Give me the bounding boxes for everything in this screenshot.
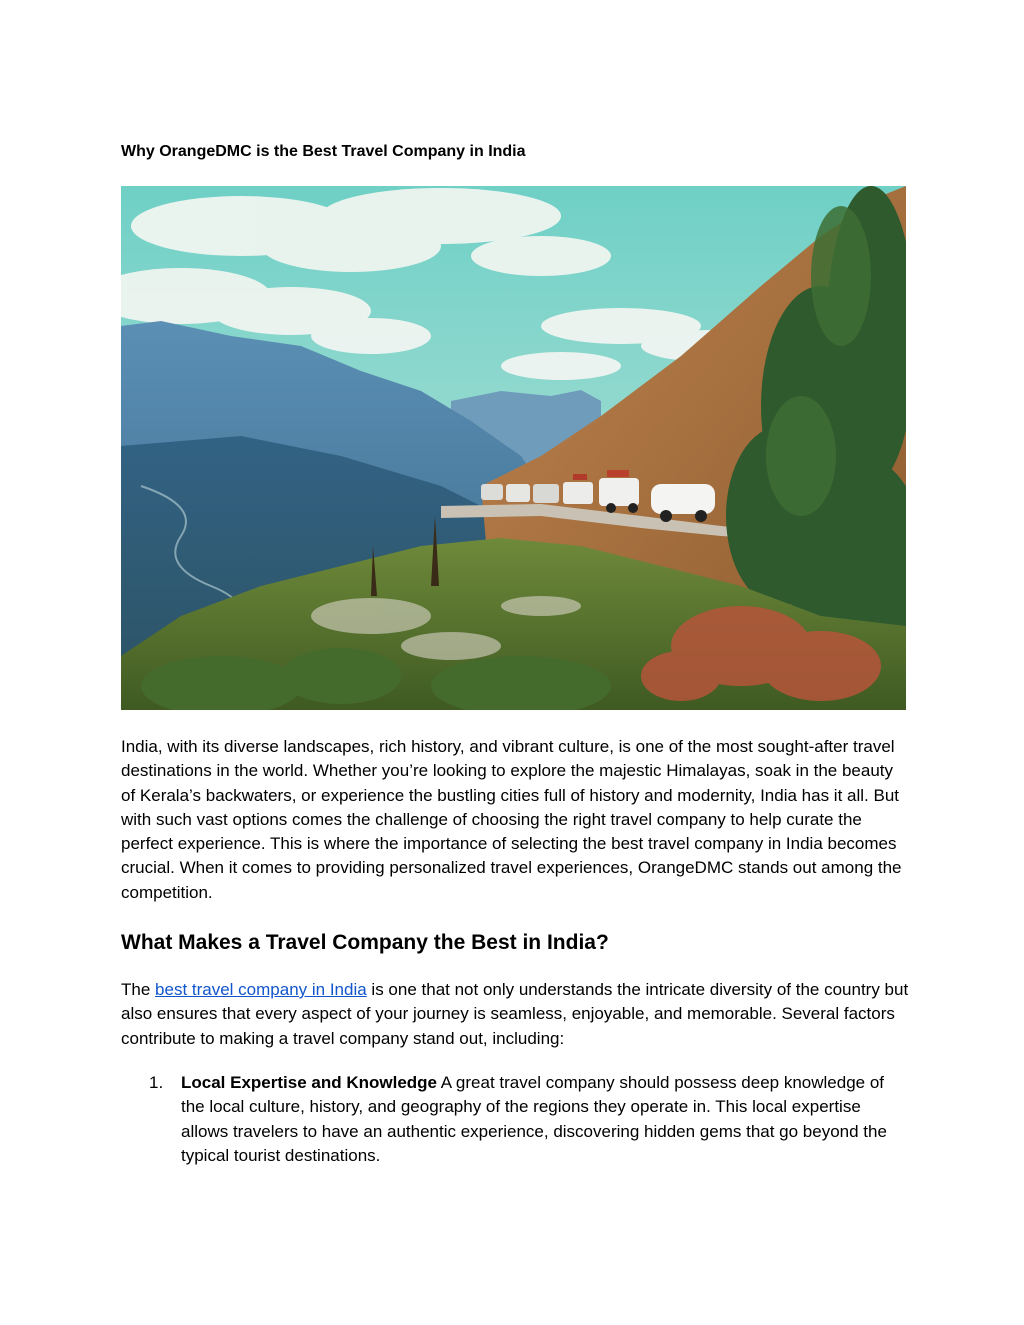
mountain-road-photo-illustration bbox=[121, 186, 906, 710]
document-title: Why OrangeDMC is the Best Travel Company in India bbox=[121, 143, 526, 160]
list-item-text: A great travel company should possess deep knowledge of the local culture, history, and geography of the regions they operate in. This local expertise allows travelers to have an authentic experience, discovering hidden gems that go beyond the typical tourist destinations. bbox=[181, 1073, 887, 1165]
hero-photo bbox=[121, 186, 906, 710]
section-paragraph-lead: The bbox=[121, 980, 156, 999]
best-travel-company-link[interactable]: best travel company in India bbox=[155, 980, 367, 999]
section-paragraph-rest: is one that not only understands the intricate diversity of the country but also ensures that every aspect of your journey is seamless, enjoyable, and memorable. Several factors contribute to making a travel company stand out, including: bbox=[121, 980, 909, 1048]
section-paragraph bbox=[121, 978, 911, 1051]
intro-paragraph: India, with its diverse landscapes, rich history, and vibrant culture, is one of the most sought-after travel destinations in the world. Whether you’re looking to explore the majestic Himalayas, soak in the beauty of Kerala’s backwaters, or experience the bustling cities full of history and modernity, India has it all. But with such vast options comes the challenge of choosing the right travel company to help curate the perfect experience. This is where the importance of selecting the best travel company in India becomes crucial. When it comes to providing personalized travel experiences, OrangeDMC stands out among the competition. bbox=[121, 737, 902, 902]
list-item-number: 1. bbox=[149, 1073, 164, 1092]
list-item-body bbox=[181, 1071, 911, 1168]
list-item-heading: Local Expertise and Knowledge bbox=[181, 1073, 438, 1092]
section-heading: What Makes a Travel Company the Best in India? bbox=[121, 931, 609, 954]
